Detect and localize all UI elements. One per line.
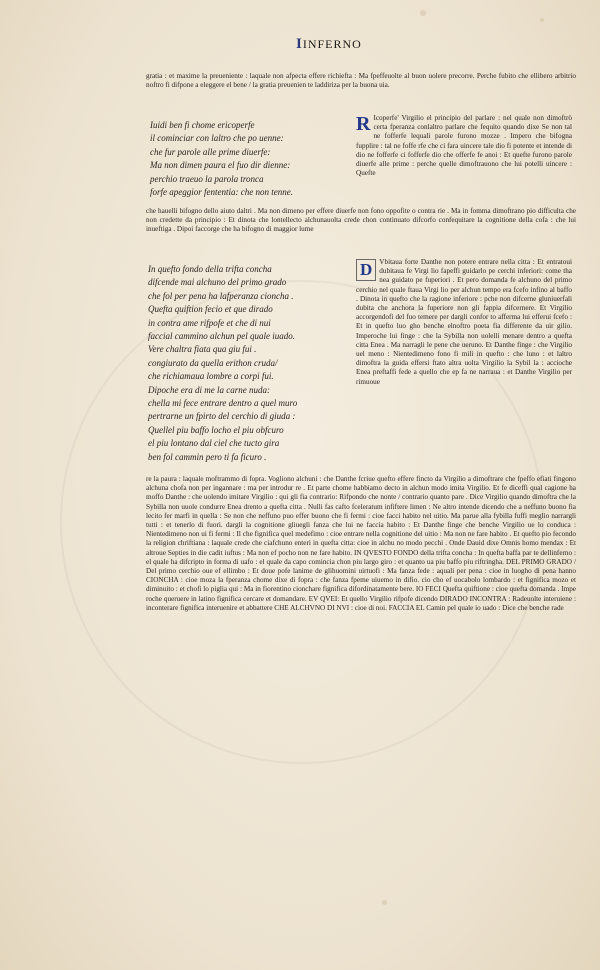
verse-line: che fur parole alle prime diuerfe: bbox=[150, 146, 271, 157]
verse-line: che fol per pena ha lafperanza cioncha . bbox=[148, 290, 294, 301]
verse-line: chella mi fece entrare dentro a quel muro bbox=[148, 398, 298, 409]
running-head-title: INFERNO bbox=[302, 37, 362, 51]
commentary-text: Icoperfe' Virgilio el principio del parlare : nel quale non dimoftrò certa fperanza conlaltro parlare che fequito quando dixe Se non tal ne fofferfe lequali parole furono mozze . Impero che bifogna fupplire : tal ne foffe rfe che ci fara uincere tale dio fi potente et intende di dio ne fofferfe ci fofferfe dio che offerfe fe anoi : Et quefte furono parole diuerfe alle prime : perche quelle dimoftrauono che lui potelli uincere : Quefte bbox=[356, 114, 572, 178]
decorated-initial-d: D bbox=[356, 259, 376, 281]
verse-line: Quellel piu baffo locho el piu obfcuro bbox=[148, 424, 284, 435]
verse-line: ben fol cammin pero ti fa ficuro . bbox=[148, 451, 267, 462]
commentary-text: Vbitaua forte Danthe non potere entrare nella citta : Et entratoui dubitaua fe Virgi lio fapeffi guidarlo pe cerchi inferiori: come tha nea guidato pe fuperiori . Et pero domanda fe alchuno del primo cerchio nel quale ftaua Virgi lio per alchun tempo era fcefo infino al baffo . Dinota in quefto che la ragione inferiore : pche non difcerne gluniuerfali dubita che anchora la fuperiore non gli fappia difcernere. Et Virgilio accorgendofi del fuo temere per dargli confor to afferma lui efferui fcefo : Et in quefto luo gho benche elnoftro poeta fia differente da uir gilio. Imperoche lui finge : che la Sybilla non uolelli menare dentro a quefta citta Enea . Ma narragli le pene che ueruno. Et Danthe finge : che Virgilio uel meno : Nientedimeno fono fi mili in quefto : che luno : et laltro dimoftra la guida effersi ftato altra uolta Virgilio la Sybil la : accioche Enea preftaffi fede a quello che ep fa ne narraua : et Danthe Virgilio per rimuoue bbox=[356, 258, 572, 386]
running-head-initial: I bbox=[296, 36, 303, 52]
verse-line: difcende mai alchuno del primo grado bbox=[148, 277, 287, 288]
verse-line: forfe apeggior fententia: che non tenne. bbox=[150, 187, 293, 198]
paper-stain bbox=[420, 10, 426, 16]
verse-line: congiurato da quella erithon cruda/ bbox=[148, 357, 278, 368]
decorated-initial-r: R bbox=[356, 113, 371, 135]
verse-line: Dipoche era di me la carne nuda: bbox=[148, 384, 270, 395]
verse-line: che richiamaua lombre a corpi fui. bbox=[148, 371, 274, 382]
intro-paragraph bbox=[146, 72, 576, 90]
verse-line: Iuidi ben fi chome ericoperfe bbox=[150, 120, 255, 130]
paper-stain bbox=[382, 900, 387, 905]
commentary-block-1 bbox=[356, 114, 572, 178]
verse-line: el piu lontano dal ciel che tucto gira bbox=[148, 438, 280, 449]
commentary-text: re la paura : laquale moftrammo di fopra. Vogliono alchuni : che Danthe fcriue quefto effere fincto da Virgilio a dimoftrare che fpeffo efiati fingono alchuna chofa non per ingannare : ma per introdur re . Et parte chome habbiamo decto in alchun modo imita Virgilio. Et fe diceffi qual cagione ha moffo Danthe : che uolendo imitare Virgilio : qui gli fia contrario: Rifpondo che nonte / contrario quanto pare . Dice Virgilio quando dimoftra che la Sybilla non uuole condurre Enea drento a quefta citta . Nulli fas cafto fceleratum infiftere limen : Ne altro intende dicendo che a neffuno buono fia lecito fer marfi in quella : Se non che neffuno puo effer buono che fi fermi : cioe facci habito nel uitio. Ma parue alla fybilla fuffi meglio narrargli tutti : et tenerlo di fuori. dargli la cognitione gliuegli fanza che lui ne faccia habito : Et Danthe finge che benche Virgilio ue lo conduca : Nientedimeno non ui fi fermi : Il che fignifica quel medefimo : cioe entrare nella cognitione del uitio : Ma non ne fare habito . Et quefto pio fecondo la religion chriftiana : laquale crede che ciafchuno enteri in quefta citta: cioe in alchu no modo pecchi . Onde Dauid dixe Omnis homo mendax : Et altroue Septies in die cadit iuftus : Ma non ef pocho non ne fare habito. IN QVESTO FONDO della trifta concha : In quefta baffa par te dellinferno : el quale ha difcripto in forma di uafo : el quale da capo comincia chon piu largo giro : et quanto ua piu baffo piu riftringha. DEL PRIMO GRADO / Del primo cerchio oue ef ellimbo : Et doue pofe lanime de glihuomini uirtuofi : Ma fanza fede : aquali per pena : cioe in luogho di pena hanno CIONCHA : cioe moza la fperanza chome dixe di fopra : che fanza fpeme uiuemo in difio. cio cho ef uocabolo lombardo : et fignifica mozo et diminuito : et chofi lo piglia qui : Ma in fiorentino cionchare fignifica difordinatamente bere. IO FECI Quefta quiftione : cioe quefta domanda . Impe roche queruere in latino fignifica cercare et domandare. EV QVEI: Et quello Virgilio rifpofe dicendo DIRADO INCONTRA : Radeuolte interuiene : inconterare fignifica interuenire et abbattere CHE ALCHVNO DI NVI : cioe di noi. FACCIA EL Camin pel quale io uado : Dice che benche rade bbox=[146, 475, 576, 612]
intro-text: gratia : et maxime la preueniente : laquale non afpecta effere richiefta : Ma fpeffeuolte al buon uolere precorre. Perche fubito che ellibero arbitrio noftro fi difpone a eleggere el bene / la gratia preuenien te laddiriza per la buona uia. bbox=[146, 72, 576, 90]
verse-line: Ma non dimen paura el fuo dir dienne: bbox=[150, 160, 291, 171]
running-head bbox=[296, 36, 362, 53]
commentary-block-2-continuation bbox=[146, 475, 576, 613]
verse-line: pertrarne un fpirto del cerchio di giuda : bbox=[148, 411, 296, 422]
verse-line: perchio traeuo la parola tronca bbox=[150, 173, 264, 184]
verse-block-2 bbox=[148, 263, 297, 464]
commentary-text: che hauelli bifogno dello aiuto daltri . Ma non dimeno per effere diuerfe non fono oppofite o contra rie . Ma in fomma dimoftrano pio difficulta che non credette da principio : Et dinota che lontellecto alchunauolta crede chon continuato difcorfo confequitare la cognitione della cofa : che lui inueftiga . Dipoi faccorge che ha bifogno di maggior lume bbox=[146, 207, 576, 234]
verse-line: in contra ame rifpofe et che di nui bbox=[148, 317, 271, 328]
verse-line: In quefto fondo della trifta concha bbox=[148, 264, 272, 274]
paper-stain bbox=[540, 18, 544, 22]
verse-line: il cominciar con laltro che po uenne: bbox=[150, 133, 284, 144]
commentary-block-2 bbox=[356, 258, 572, 387]
verse-line: Quefta quiftion fecio et que dirado bbox=[148, 304, 273, 315]
commentary-block-1-continuation bbox=[146, 207, 576, 235]
verse-block-1 bbox=[150, 119, 293, 199]
verse-line: faccial cammino alchun pel quale iuado. bbox=[148, 331, 295, 342]
verse-line: Vere chaltra fiata qua giu fui . bbox=[148, 344, 257, 355]
